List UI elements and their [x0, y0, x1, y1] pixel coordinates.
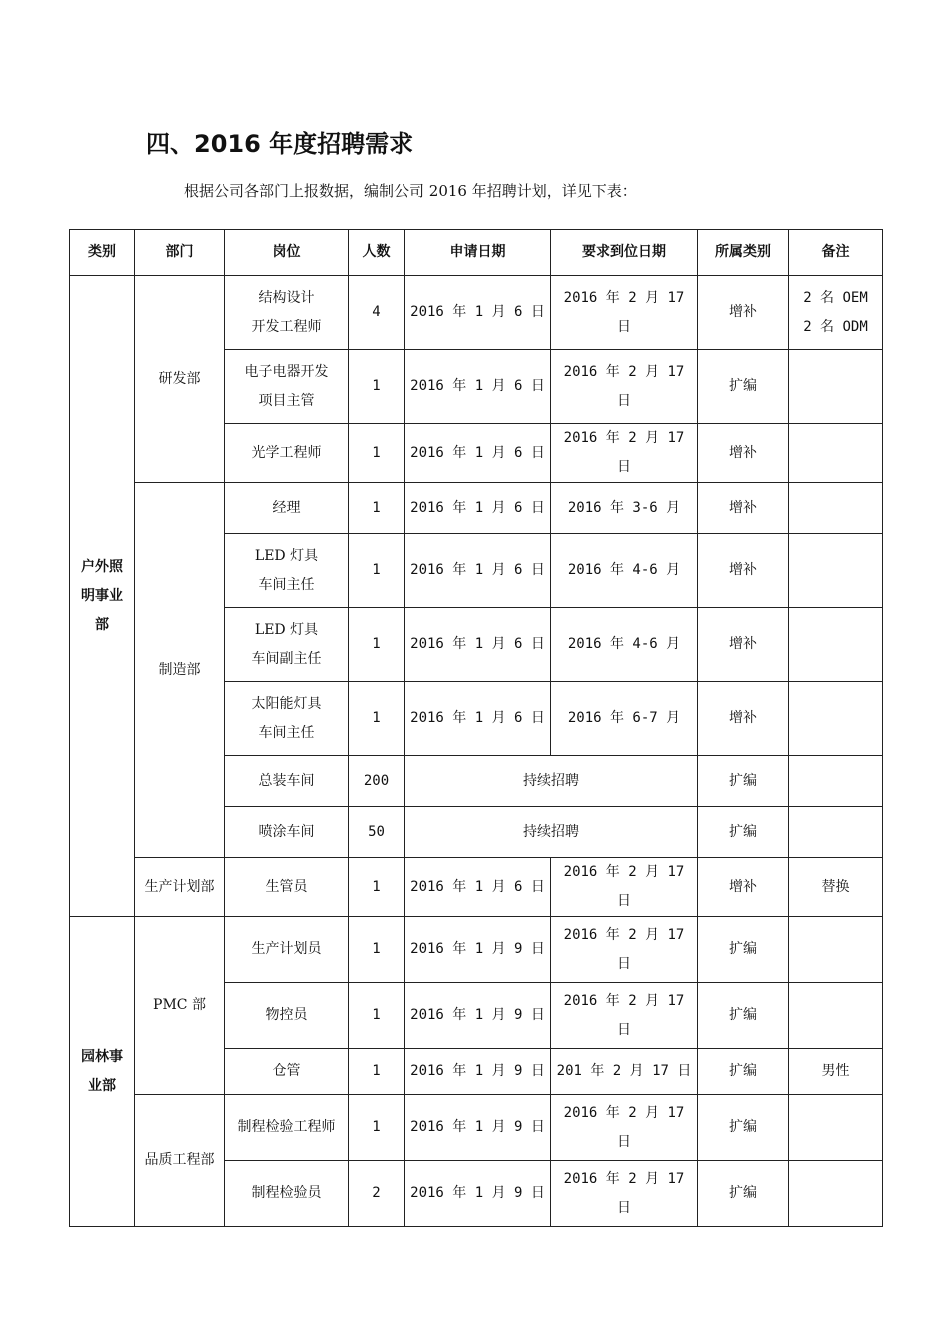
- due-date-cell: 持续招聘: [405, 807, 698, 858]
- note-cell: [789, 756, 883, 807]
- position-cell: [225, 276, 349, 350]
- apply-date-cell: 2016 年 1 月 9 日: [405, 1095, 551, 1161]
- category-cell-line: 部: [95, 616, 109, 633]
- position-cell: 制程检验工程师: [225, 1095, 349, 1161]
- due-date-cell: 2016 年 2 月 17 日: [551, 1095, 698, 1161]
- apply-date-cell: 2016 年 1 月 9 日: [405, 917, 551, 983]
- position-cell: [225, 534, 349, 608]
- department-cell: PMC 部: [135, 917, 225, 1095]
- count-cell: 1: [349, 608, 405, 682]
- note-cell: [789, 807, 883, 858]
- category-cell-line: 户外照: [81, 558, 123, 575]
- col-header-note: 备注: [789, 230, 883, 276]
- position-cell-line: 车间主任: [258, 576, 315, 593]
- table-row: [70, 1095, 883, 1161]
- type-cell: 增补: [698, 534, 789, 608]
- position-cell: 物控员: [225, 983, 349, 1049]
- position-cell: 喷涂车间: [225, 807, 349, 858]
- due-date-cell: 201 年 2 月 17 日: [551, 1049, 698, 1095]
- table-row: [70, 917, 883, 983]
- count-cell: 1: [349, 350, 405, 424]
- department-cell: 品质工程部: [135, 1095, 225, 1227]
- position-cell-line: 太阳能灯具: [251, 695, 322, 712]
- position-cell: 仓管: [225, 1049, 349, 1095]
- note-cell: [789, 1161, 883, 1227]
- note-cell: 男性: [789, 1049, 883, 1095]
- section-heading: 四、2016 年度招聘需求: [146, 130, 414, 158]
- type-cell: 增补: [698, 608, 789, 682]
- due-date-cell: 2016 年 2 月 17 日: [551, 858, 698, 917]
- position-cell: 总装车间: [225, 756, 349, 807]
- type-cell: 增补: [698, 682, 789, 756]
- apply-date-cell: 2016 年 1 月 6 日: [405, 682, 551, 756]
- note-cell: [789, 483, 883, 534]
- due-date-cell: 2016 年 4-6 月: [551, 608, 698, 682]
- intro-paragraph: 根据公司各部门上报数据，编制公司 2016 年招聘计划，详见下表：: [184, 182, 637, 200]
- type-cell: 扩编: [698, 807, 789, 858]
- note-cell: [789, 424, 883, 483]
- apply-date-cell: 2016 年 1 月 9 日: [405, 1161, 551, 1227]
- col-header-department: 部门: [135, 230, 225, 276]
- category-cell-line: 明事业: [81, 587, 123, 604]
- col-header-count: 人数: [349, 230, 405, 276]
- apply-date-cell: 2016 年 1 月 6 日: [405, 350, 551, 424]
- note-cell: [789, 917, 883, 983]
- apply-date-cell: 2016 年 1 月 6 日: [405, 858, 551, 917]
- apply-date-cell: 2016 年 1 月 9 日: [405, 983, 551, 1049]
- note-cell: [789, 1095, 883, 1161]
- apply-date-cell: 2016 年 1 月 6 日: [405, 424, 551, 483]
- count-cell: 1: [349, 858, 405, 917]
- count-cell: 1: [349, 424, 405, 483]
- note-cell: 替换: [789, 858, 883, 917]
- type-cell: 增补: [698, 858, 789, 917]
- table-row: [70, 276, 883, 350]
- count-cell: 1: [349, 534, 405, 608]
- col-header-category: 类别: [70, 230, 135, 276]
- due-date-cell: 2016 年 2 月 17 日: [551, 350, 698, 424]
- type-cell: 扩编: [698, 1095, 789, 1161]
- due-date-cell: 2016 年 4-6 月: [551, 534, 698, 608]
- table-row: [70, 858, 883, 917]
- position-cell-line: LED 灯具: [254, 547, 319, 564]
- count-cell: 2: [349, 1161, 405, 1227]
- type-cell: 扩编: [698, 1161, 789, 1227]
- position-cell-line: 电子电器开发: [244, 363, 329, 380]
- col-header-apply-date: 申请日期: [405, 230, 551, 276]
- header-row: [70, 230, 883, 276]
- position-cell: 光学工程师: [225, 424, 349, 483]
- apply-date-cell: 2016 年 1 月 9 日: [405, 1049, 551, 1095]
- position-cell-line: 车间主任: [258, 724, 315, 741]
- position-cell: [225, 682, 349, 756]
- count-cell: 1: [349, 682, 405, 756]
- type-cell: 扩编: [698, 917, 789, 983]
- due-date-cell: 2016 年 2 月 17 日: [551, 276, 698, 350]
- note-cell: [789, 534, 883, 608]
- recruitment-plan-table: [69, 229, 883, 1227]
- position-cell-line: 结构设计: [258, 289, 315, 306]
- note-cell: [789, 350, 883, 424]
- note-cell: [789, 682, 883, 756]
- apply-date-cell: 2016 年 1 月 6 日: [405, 276, 551, 350]
- note-cell-line: 2 名 ODM: [803, 318, 868, 335]
- position-cell: 经理: [225, 483, 349, 534]
- col-header-due-date: 要求到位日期: [551, 230, 698, 276]
- count-cell: 4: [349, 276, 405, 350]
- due-date-cell: 2016 年 3-6 月: [551, 483, 698, 534]
- department-cell: 生产计划部: [135, 858, 225, 917]
- category-cell-line: 业部: [88, 1077, 116, 1094]
- due-date-cell: 持续招聘: [405, 756, 698, 807]
- position-cell-line: 开发工程师: [251, 318, 322, 335]
- category-cell: [70, 276, 135, 917]
- count-cell: 1: [349, 1049, 405, 1095]
- count-cell: 1: [349, 983, 405, 1049]
- type-cell: 增补: [698, 276, 789, 350]
- type-cell: 扩编: [698, 983, 789, 1049]
- col-header-type: 所属类别: [698, 230, 789, 276]
- type-cell: 增补: [698, 483, 789, 534]
- table-row: [70, 483, 883, 534]
- due-date-cell: 2016 年 2 月 17 日: [551, 424, 698, 483]
- apply-date-cell: 2016 年 1 月 6 日: [405, 534, 551, 608]
- category-cell-line: 园林事: [81, 1048, 123, 1065]
- apply-date-cell: 2016 年 1 月 6 日: [405, 608, 551, 682]
- note-cell: [789, 608, 883, 682]
- position-cell: [225, 608, 349, 682]
- position-cell: [225, 350, 349, 424]
- department-cell: 制造部: [135, 483, 225, 858]
- count-cell: 200: [349, 756, 405, 807]
- note-cell: [789, 276, 883, 350]
- due-date-cell: 2016 年 2 月 17 日: [551, 917, 698, 983]
- col-header-position: 岗位: [225, 230, 349, 276]
- position-cell: 制程检验员: [225, 1161, 349, 1227]
- due-date-cell: 2016 年 2 月 17 日: [551, 983, 698, 1049]
- type-cell: 增补: [698, 424, 789, 483]
- count-cell: 1: [349, 483, 405, 534]
- position-cell: 生产计划员: [225, 917, 349, 983]
- position-cell-line: 车间副主任: [251, 650, 322, 667]
- type-cell: 扩编: [698, 1049, 789, 1095]
- count-cell: 1: [349, 1095, 405, 1161]
- count-cell: 1: [349, 917, 405, 983]
- position-cell-line: LED 灯具: [254, 621, 319, 638]
- position-cell-line: 项目主管: [258, 392, 315, 409]
- apply-date-cell: 2016 年 1 月 6 日: [405, 483, 551, 534]
- position-cell: 生管员: [225, 858, 349, 917]
- type-cell: 扩编: [698, 350, 789, 424]
- count-cell: 50: [349, 807, 405, 858]
- due-date-cell: 2016 年 2 月 17 日: [551, 1161, 698, 1227]
- category-cell: [70, 917, 135, 1227]
- note-cell-line: 2 名 OEM: [803, 289, 868, 306]
- type-cell: 扩编: [698, 756, 789, 807]
- due-date-cell: 2016 年 6-7 月: [551, 682, 698, 756]
- department-cell: 研发部: [135, 276, 225, 483]
- note-cell: [789, 983, 883, 1049]
